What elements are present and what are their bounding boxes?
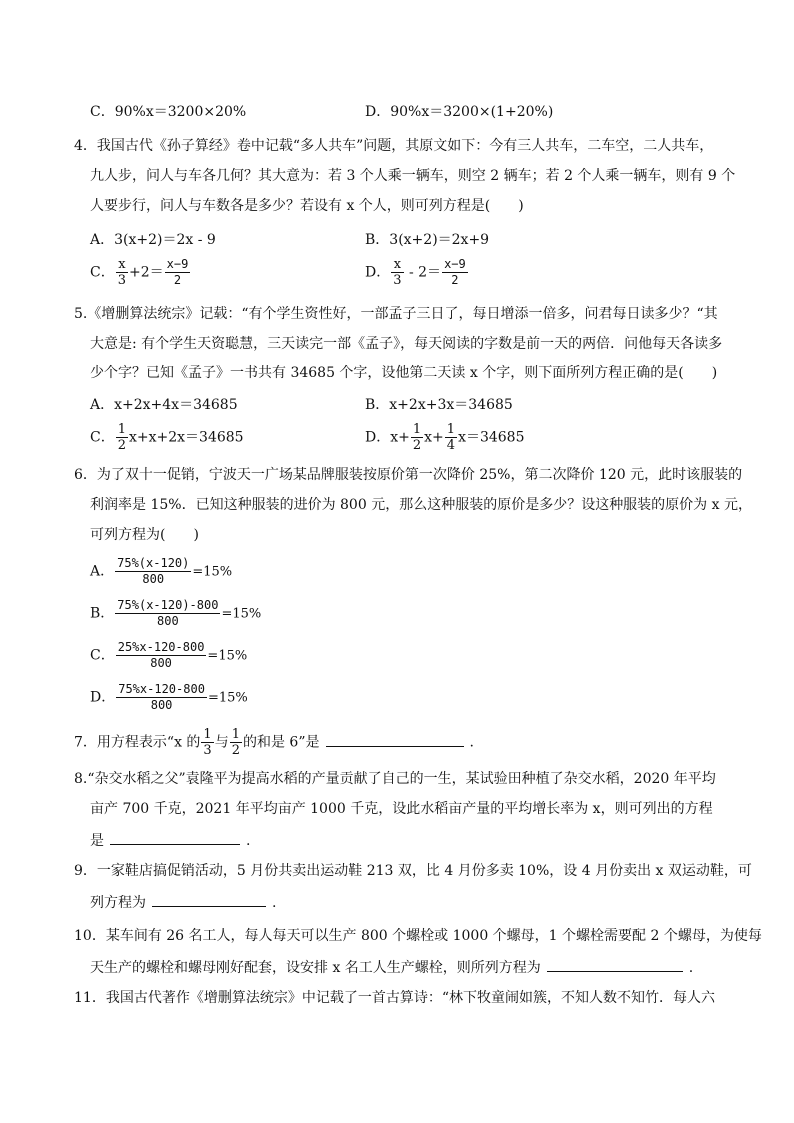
fraction: $\frac{x}{3}$ — [393, 257, 402, 288]
q6-option-d: D． $\frac{75\%x-120-800}{800}$ =15% — [90, 682, 248, 712]
fraction: $\frac{x-9}{2}$ — [166, 257, 189, 287]
fraction: $\frac{x}{3}$ — [117, 257, 126, 288]
q10-text-line1: 10．某车间有 26 名工人，每人每天可以生产 800 个螺栓或 1000 个螺母，1 个螺栓需要配 2 个螺母，为使每 — [74, 928, 762, 944]
q4-option-a: A．3(x+2)＝2x - 9 — [90, 232, 216, 248]
q9-text-line2: 列方程为 . — [90, 892, 276, 912]
q6-option-b: B． $\frac{75\%(x-120)-800}{800}$ =15% — [90, 598, 262, 628]
q5-option-a: A．x+2x+4x＝34685 — [90, 397, 238, 413]
q5-text-line1: 5.《增删算法统宗》记载：“有个学生资性好，一部孟子三日了，每日增添一倍多，问君每日读多少？“其 — [74, 306, 718, 322]
q6-text-line3: 可列方程为( ) — [90, 527, 199, 543]
q4-text-line1: 4．我国古代《孙子算经》卷中记载“多人共车”问题，其原文如下：今有三人共车，二车空，二人共车， — [74, 138, 714, 154]
q4-option-c: C． $\frac{x}{3}$ +2＝ $\frac{x-9}{2}$ — [90, 257, 189, 288]
q4-text-line3: 人要步行，问人与车数各是多少？若设有 x 个人，则可列方程是( ) — [90, 198, 524, 214]
q11-text-line1: 11．我国古代著作《增删算法统宗》中记载了一首古算诗：“林下牧童闹如簇，不知人数不知竹．每人六 — [74, 990, 715, 1006]
q5-text-line3: 少个字？已知《孟子》一书共有 34685 个字，设他第二天读 x 个字，则下面所列方程正确的是( ) — [90, 365, 718, 381]
fraction: $\frac{75\%(x-120)-800}{800}$ — [117, 598, 219, 628]
q6-text-line2: 利润率是 15%．已知这种服装的进价为 800 元，那么这种服装的原价是多少？设这种服装的原价为 x 元， — [90, 497, 752, 513]
q3-option-c: C．90%x＝3200×20% — [90, 104, 247, 120]
q6-text-line1: 6．为了双十一促销，宁波天一广场某品牌服装按原价第一次降价 25%，第二次降价 120 元，此时该服装的 — [74, 467, 743, 483]
q5-text-line2: 大意是: 有个学生天资聪慧，三天读完一部《孟子》，每天阅读的字数是前一天的两倍．问他每天各读多 — [90, 336, 723, 352]
q8-text-line3: 是 . — [90, 830, 250, 850]
q8-text-line2: 亩产 700 千克，2021 年平均亩产 1000 千克，设此水稻亩产量的平均增长率为 x，则可列出的方程 — [90, 801, 713, 817]
q5-option-d: D．x+ $\frac{1}{2}$ x+ $\frac{1}{4}$ x＝34685 — [365, 422, 525, 453]
q4-option-b: B．3(x+2)＝2x+9 — [365, 232, 490, 248]
q5-option-c: C． $\frac{1}{2}$ x+x+2x＝34685 — [90, 422, 244, 453]
q4-option-d: D． $\frac{x}{3}$ - 2＝ $\frac{x-9}{2}$ — [365, 257, 466, 288]
q5-option-b: B．x+2x+3x＝34685 — [365, 397, 513, 413]
fraction: $\frac{75\%x-120-800}{800}$ — [118, 682, 205, 712]
fraction: $\frac{1}{2}$ — [117, 422, 126, 453]
q3-option-d: D．90%x＝3200×(1+20%) — [365, 104, 554, 120]
answer-blank[interactable] — [110, 830, 240, 845]
fraction: $\frac{x-9}{2}$ — [444, 257, 466, 287]
fraction: $\frac{1}{2}$ — [231, 727, 240, 758]
q6-option-c: C． $\frac{25\%x-120-800}{800}$ =15% — [90, 640, 248, 670]
q4-text-line2: 九人步，问人与车各几何？其大意为：若 3 个人乘一辆车，则空 2 辆车；若 2 个人乘一辆车，则有 9 个 — [90, 168, 736, 184]
q6-option-a: A． $\frac{75\%(x-120)}{800}$ =15% — [90, 556, 233, 586]
q10-text-line2: 天生产的螺栓和螺母刚好配套，设安排 x 名工人生产螺栓，则所列方程为 . — [90, 957, 693, 977]
fraction: $\frac{75\%(x-120)}{800}$ — [117, 556, 190, 586]
answer-blank[interactable] — [547, 957, 683, 972]
q9-text-line1: 9．一家鞋店搞促销活动，5 月份共卖出运动鞋 213 双，比 4 月份多卖 10%，设 4 月份卖出 x 双运动鞋，可 — [74, 863, 752, 879]
fraction: $\frac{1}{3}$ — [203, 727, 212, 758]
q7-text: 7．用方程表示“x 的 $\frac{1}{3}$ 与 $\frac{1}{2}$ 的和是 6”是 . — [74, 727, 474, 758]
fraction: $\frac{1}{4}$ — [446, 422, 456, 453]
fraction: $\frac{1}{2}$ — [412, 422, 422, 453]
answer-blank[interactable] — [326, 732, 464, 747]
fraction: $\frac{25\%x-120-800}{800}$ — [117, 640, 205, 670]
q8-text-line1: 8.“杂交水稻之父”袁隆平为提高水稻的产量贡献了自己的一生，某试验田种植了杂交水稻，2020 年平均 — [74, 771, 716, 787]
answer-blank[interactable] — [152, 892, 266, 907]
